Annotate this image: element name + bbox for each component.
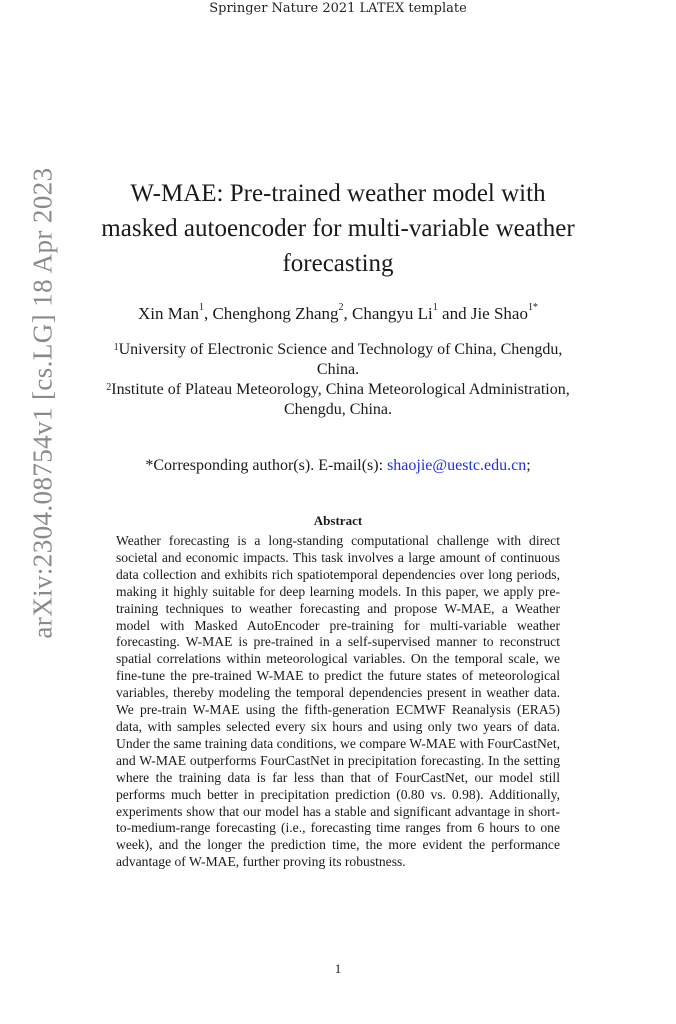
page-number: 1 <box>334 961 342 976</box>
author-name: Chenghong Zhang <box>212 304 339 323</box>
author-separator: , <box>203 304 213 323</box>
author-name: Jie Shao <box>470 304 528 323</box>
author-3 <box>352 304 438 323</box>
corresponding-email-link[interactable]: shaojie@uestc.edu.cn <box>387 457 527 474</box>
affiliation-text: University of Electronic Science and Technology of China, Chengdu, China. <box>118 341 563 378</box>
author-affil-mark: 2 <box>338 302 344 313</box>
author-separator: , <box>343 304 353 323</box>
affiliation-text: Institute of Plateau Meteorology, China Meteorological Administration, Chengdu, China. <box>111 381 570 418</box>
running-header: Springer Nature 2021 LATEX template <box>209 1 467 16</box>
author-4 <box>471 304 538 323</box>
author-name: Xin Man <box>138 304 199 323</box>
corresponding-label: *Corresponding author(s). E-mail(s): <box>145 457 384 474</box>
arxiv-stamp-text: arXiv:2304.08754v1 [cs.LG] 18 Apr 2023 <box>27 167 58 639</box>
author-2 <box>212 304 343 323</box>
author-separator: and <box>437 304 471 323</box>
author-name: Changyu Li <box>352 304 433 323</box>
author-affil-mark: 1 <box>198 302 204 313</box>
corresponding-suffix: ; <box>526 457 531 474</box>
affiliation-mark: 1 <box>113 342 119 353</box>
corresponding-author <box>60 457 616 475</box>
abstract-body: Weather forecasting is a long-standing computational challenge with direct societal and economic impacts. This task involves a large amount of continuous data collection and exhibits rich spatiotemporal dependencies over long periods, making it highly suitable for deep learning models. In this paper, we apply pre-training techniques to weather forecasting and propose W-MAE, a Weather model with Masked AutoEncoder pre-training for multi-variable weather forecasting. W-MAE is pre-trained in a self-supervised manner to reconstruct spatial correlations within meteorological variables. On the temporal scale, we fine-tune the pre-trained W-MAE to predict the future states of meteorological variables, thereby modeling the temporal dependencies present in weather data. We pre-train W-MAE using the fifth-generation ECMWF Reanalysis (ERA5) data, with samples selected every six hours and using only two years of data. Under the same training data conditions, we compare W-MAE with FourCastNet, and W-MAE outperforms FourCastNet in precipitation forecasting. In the setting where the training data is far less than that of FourCastNet, our model still performs much better in precipitation prediction (0.80 vs. 0.98). Additionally, experiments show that our model has a stable and significant advantage in short-to-medium-range forecasting (i.e., forecasting time ranges from 6 hours to one week), and the longer the prediction time, the more evident the performance advantage of W-MAE, further proving its robustness. <box>116 533 560 870</box>
affiliation-2 <box>100 380 576 420</box>
author-affil-mark: 1* <box>527 302 538 313</box>
paper-title: W-MAE: Pre-trained weather model with masked autoencoder for multi-variable weather forecasting <box>101 180 575 277</box>
affiliation-mark: 2 <box>106 382 112 393</box>
author-1 <box>138 304 204 323</box>
abstract-heading: Abstract <box>313 513 363 528</box>
author-list <box>60 304 616 324</box>
author-affil-mark: 1 <box>432 302 438 313</box>
affiliation-1 <box>100 340 576 380</box>
